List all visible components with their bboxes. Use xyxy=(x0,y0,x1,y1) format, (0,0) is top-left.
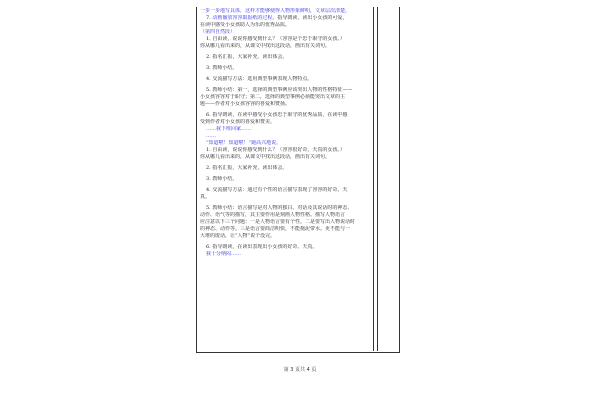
lesson-text xyxy=(200,8,372,258)
text-line: 真。 xyxy=(200,194,211,200)
text-line: 你从哪儿看出来的，从课文中找出这段话，画出有关词句。 xyxy=(200,43,331,49)
text-line: 4. 交流描写方法：选用典型事例表现人物特点。 xyxy=(206,76,313,82)
text-line: 3. 教师小结。 xyxy=(206,65,238,71)
section-heading: （第四自然段） xyxy=(200,29,236,35)
text-line: 小女孩容容对于职守；第二，选择的典型事例必须能突出文章的主 xyxy=(200,94,346,100)
text-line: 5. 教师小结：语言描写是对人物的独白、对话及其说话时的神态、 xyxy=(206,205,353,211)
text-line: 应注意以下三个问题：一是人物语言要有个性。二是要写出人物说话时 xyxy=(200,219,356,225)
text-line: 2. 指名汇报，大家补充，读出体会。 xyxy=(206,165,288,171)
text-line: 1. 自由读，说说你感受到什么？（容容很好奇，天真的女孩。） xyxy=(206,147,345,153)
table-divider xyxy=(373,7,374,351)
text-line: 动作、语气等的描写，其主要作用是刻画人物性格。描写人物语言 xyxy=(200,212,346,218)
page-footer: 第 3 页共 4 页 xyxy=(283,367,317,373)
quote-line: …… xyxy=(206,133,216,139)
text-line: 你从哪儿看出来的，从课文中找出这段话，画出有关词句。 xyxy=(200,154,331,160)
quote-line: 我十分纳闷…… xyxy=(206,251,242,257)
text-line: 的神态、动作等。三是语言要简洁明快，不能拖泥带水。更不能与一 xyxy=(200,226,351,232)
text-line: 在读中感受小女孩助人为乐的优秀品质。 xyxy=(200,22,291,28)
text-line: 受到作者对小女孩的喜爱和赞美。 xyxy=(200,119,276,125)
text-line: 大堆的废话，让“人物”说个没完。 xyxy=(200,233,276,239)
text-line: 2. 指名汇报，大家补充，读出体会。 xyxy=(206,54,288,60)
text-line: 6. 指导朗读，在读中感受小女孩忠于职守的优秀品质，在读中感 xyxy=(206,112,348,118)
text-line: 5. 教师小结：第一，选择的典型事例应该突出人物的性格特征—— xyxy=(206,87,353,93)
text-line: 1. 自由读，说说你感受到什么？（容容是个忠于职守的女孩。） xyxy=(206,36,345,42)
table-divider-2 xyxy=(377,7,378,351)
text-line: 4. 交流描写方法：通过有个性的语言描写表现了容容的好奇、天 xyxy=(206,187,348,193)
text-line: 7. 动画播放容容取报纸的过程。指导朗读，读出小女孩的可爱， xyxy=(206,15,348,21)
text-line: 一步一步地写具体，这样才能够使得人物形象鲜明，文章层次清楚。 xyxy=(200,8,351,14)
quote-line: ……我下班回家…… xyxy=(206,126,252,132)
text-line: 3. 教师小结。 xyxy=(206,176,238,182)
quote-line: “知道啦！知道啦！”她高兴地说。 xyxy=(206,140,282,146)
text-line: 6. 指导朗读，在读出表现出小女孩的好奇、天真。 xyxy=(206,244,318,250)
text-line: 题——作者对小女孩容容的喜爱和赞扬。 xyxy=(200,101,291,107)
